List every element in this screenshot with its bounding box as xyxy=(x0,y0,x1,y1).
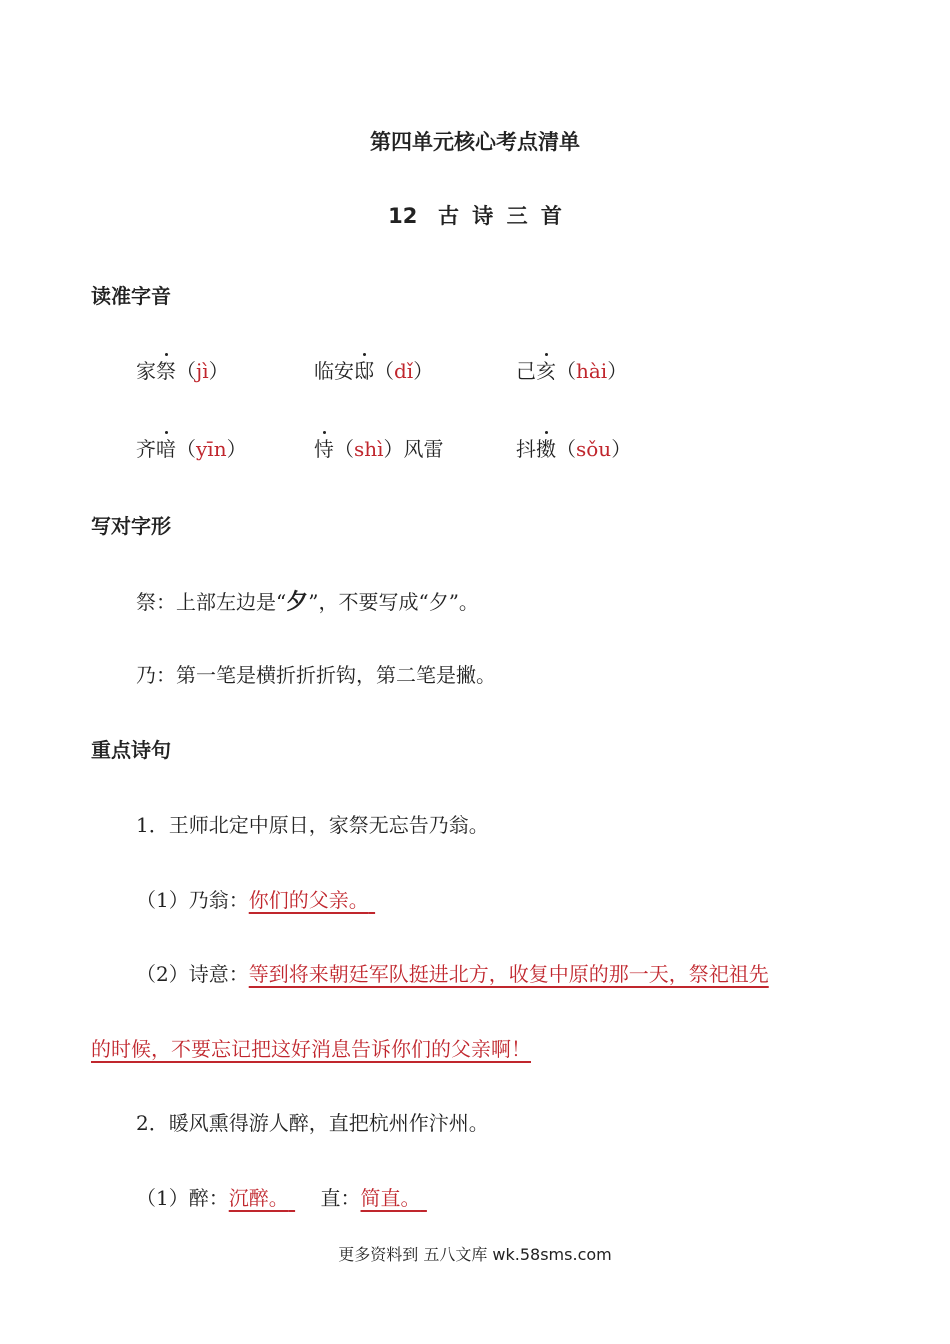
lesson-name-char: 古 xyxy=(437,204,459,228)
lesson-name-char: 首 xyxy=(540,204,562,228)
answer: 简直。 xyxy=(360,1186,421,1210)
poem-line-2: 2．暖风熏得游人醉，直把杭州作汴州。 xyxy=(136,1111,489,1135)
lesson-name-char: 三 xyxy=(506,204,528,228)
pinyin-item: 家祭（jì） xyxy=(136,359,229,383)
footer-watermark: 更多资料到 五八文库 wk.58sms.com xyxy=(338,1245,612,1264)
writing-note-1: 祭：上部左边是“夕”，不要写成“夕”。 xyxy=(136,590,479,615)
section-heading-key-lines: 重点诗句 xyxy=(91,738,171,762)
poem2-question-1: （1）醉：沉醉。 直：简直。 xyxy=(136,1186,421,1210)
lesson-title xyxy=(0,200,950,230)
page-title: 第四单元核心考点清单 xyxy=(370,130,580,154)
answer: 的时候，不要忘记把这好消息告诉你们的父亲啊！ xyxy=(91,1037,531,1061)
answer: 沉醉。 xyxy=(228,1186,289,1210)
pinyin-item: 恃（shì）风雷 xyxy=(314,437,444,461)
pinyin-item: 抖擞（sǒu） xyxy=(516,437,632,461)
writing-note-2: 乃：第一笔是横折折折钩，第二笔是撇。 xyxy=(136,663,496,687)
pinyin-item: 临安邸（dǐ） xyxy=(314,359,434,383)
poem1-question-2: （2）诗意：等到将来朝廷军队挺进北方，收复中原的那一天，祭祀祖先 xyxy=(136,962,769,986)
pinyin-item: 齐喑（yīn） xyxy=(136,437,247,461)
section-heading-pronunciation: 读准字音 xyxy=(91,284,171,308)
section-heading-writing: 写对字形 xyxy=(91,514,171,538)
pinyin-item: 己亥（hài） xyxy=(516,359,628,383)
answer: 等到将来朝廷军队挺进北方，收复中原的那一天，祭祀祖先 xyxy=(248,962,769,986)
lesson-number: 12 xyxy=(388,204,418,228)
poem-line-1: 1．王师北定中原日，家祭无忘告乃翁。 xyxy=(136,813,489,837)
poem1-question-1: （1）乃翁：你们的父亲。 xyxy=(136,888,369,912)
lesson-name-char: 诗 xyxy=(472,204,494,228)
poem1-question-2-cont xyxy=(91,1033,531,1062)
answer: 你们的父亲。 xyxy=(248,888,369,912)
